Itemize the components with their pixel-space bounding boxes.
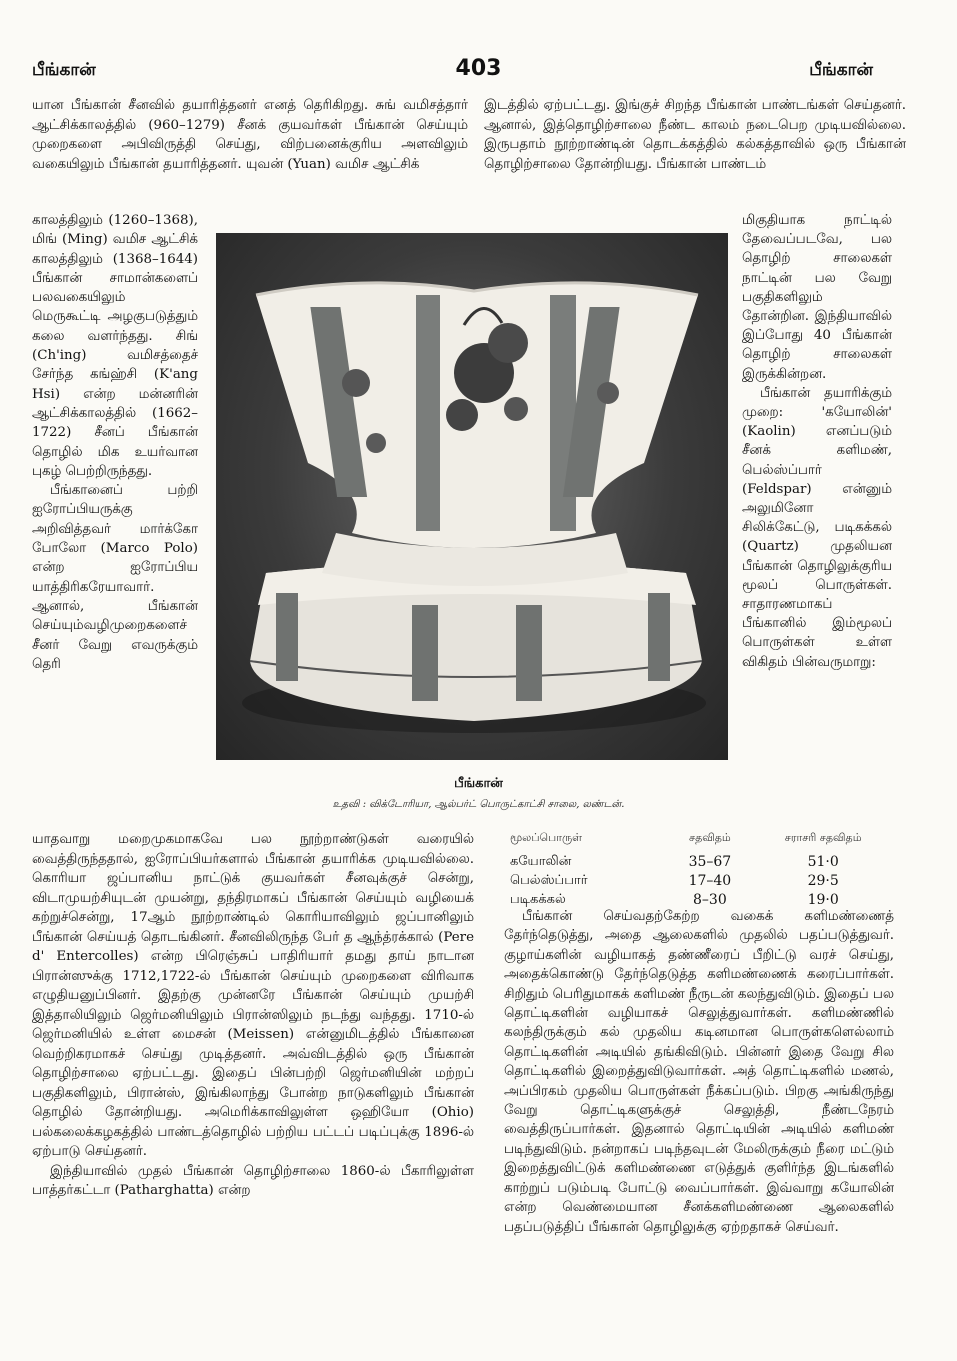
- running-header-left: பீங்கான்: [32, 60, 96, 80]
- figure-credit: உதவி : விக்டோரியா, ஆல்பர்ட் பொருட்காட்சி சாலை, லண்டன்.: [332, 799, 625, 810]
- table-cell: 19·0: [807, 891, 839, 908]
- page-number: 403: [455, 56, 502, 81]
- figure-caption: பீங்கான்: [454, 776, 503, 791]
- porcelain-vase-photo: [216, 233, 728, 760]
- table-cell: 29·5: [807, 872, 839, 889]
- table-cell: படிகக்கல்: [510, 891, 566, 907]
- column-header: சதவிதம்: [688, 831, 731, 844]
- composition-table: [496, 829, 896, 909]
- table-cell: 51·0: [807, 853, 839, 870]
- table-cell: 35–67: [688, 853, 732, 870]
- left-column-bottom: [32, 830, 474, 1201]
- running-header-right: பீங்கான்: [809, 60, 873, 80]
- paragraph-industry-india: மிகுதியாக நாட்டில் தேவைப்படவே, பல தொழிற் சாலைகள் நாட்டின் பல வேறு பகுதிகளிலும் தோன்றின. இந்தியாவில் இப்போது 40 பீங்கான் தொழிற் சாலைகள் இருக்கின்றன.: [742, 213, 892, 382]
- right-column-top-paragraph: [484, 96, 906, 174]
- paragraph-manufacturing-method: பீங்கான் தயாரிக்கும் முறை: 'கயோலின்' (Kaolin) எனப்படும் சீனக் களிமண், பெல்ஸ்ப்பார் (Feldspar) என்னும் அலுமினோ சிலிக்கேட்டு, படிகக்கல் (Quartz) முதலியன பீங்கான் தொழிலுக்குரிய மூலப் பொருள்கள். சாதாரணமாகப் பீங்கானில் இம்மூலப் பொருள்கள் உள்ள விகிதம் பின்வருமாறு:: [742, 385, 892, 670]
- table-row: [496, 852, 896, 871]
- paragraph-text: யான பீங்கான் சீனவில் தயாரித்தனர் எனத் தெரிகிறது. சுங் வமிசத்தார் ஆட்சிக்காலத்தில் (960–1279) சீனக் குயவர்கள் பீங்கான் செய்யும் முறைகளை அபிவிருத்தி செய்து, விற்பனைக்குரிய அளவிலும் வகையிலும் பீங்கான் தயாரித்தனர். யுவன் (Yuan) வமிச ஆட்சிக்: [32, 98, 468, 172]
- paragraph-spread-of-porcelain: யாதவாறு மறைமுகமாகவே பல நூற்றாண்டுகள் வரையில் வைத்திருந்ததால், ஐரோப்பியர்களால் பீங்கான் தயாரிக்க முடியவில்லை. கொரியா ஜப்பானிய நாட்டுக் குயவர்கள் சீனவுக்குச் சென்று, விடாமுயற்சியுடன் முயன்று, தந்திரமாகப் பீங்கான் செய்யும் வழியைக் கற்றுச்சென்று, 17ஆம் நூற்றாண்டில் கொரியாவிலும் ஜப்பானிலும் பீங்கான் செய்யத் தொடங்கினர். சீனவிலிருந்த பேர் த ஆந்த்ரக்கால் (Pere d' Entercolles) என்ற பிரெஞ்சுப் பாதிரியார் தமது தாய் நாடான பிரான்ஸுக்கு 1712,1722-ல் பீங்கான் செய்யும் முறைகளை விரிவாக எழுதியனுப்பினர். இதற்கு முன்னரே பீங்கான் செய்யும் முயற்சி இத்தாலியிலும் ஜெர்மனியிலும் பிரான்ஸிலும் நடந்து வந்தது. 1710-ல் ஜெர்மனியில் உள்ள மைசன் (Meissen) என்னுமிடத்தில் பீங்கானை வெற்றிகரமாகச் செய்து முடித்தனர். அவ்விடத்தில் ஒரு பீங்கான் தொழிற்சாலை ஏற்பட்டது. இதைப் பின்பற்றி ஜெர்மனியின் மற்றப் பகுதிகளிலும், பிரான்ஸ், இங்கிலாந்து போன்ற நாடுகளிலும் பீங்கான் தொழில் தோன்றியது. அமெரிக்காவிலுள்ள ஒஹியோ (Ohio) பல்கலைக்கழகத்தில் பாண்டத்தொழில் பற்றிய பட்டப் படிப்புக்கு 1896-ல் ஏற்பாடு செய்தனர்.: [32, 832, 474, 1159]
- paragraph-text: இடத்தில் ஏற்பட்டது. இங்குச் சிறந்த பீங்கான் பாண்டங்கள் செய்தனர். ஆனால், இத்தொழிற்சாலை நீண்ட காலம் நடைபெற முடியவில்லை. இருபதாம் நூற்றாண்டின் தொடக்கத்தில் கல்கத்தாவில் ஒரு பீங்கான் தொழிற்சாலை தோன்றியது. பீங்கான் பாண்டம்: [484, 98, 906, 172]
- left-column-top-paragraph: [32, 96, 468, 174]
- table-cell: 17–40: [688, 872, 732, 889]
- right-narrow-column: [742, 211, 892, 672]
- table-cell: கயோலின்: [510, 853, 572, 869]
- table-cell: 8–30: [693, 891, 727, 908]
- column-header: சராசரி சதவிதம்: [784, 831, 862, 844]
- table-cell: பெல்ஸ்ப்பார்: [510, 872, 588, 888]
- left-narrow-column: [32, 211, 198, 674]
- column-header: மூலப்பொருள்: [510, 831, 583, 844]
- table-row: [496, 871, 896, 890]
- right-column-bottom: [504, 907, 894, 1237]
- paragraph-history-china: காலத்திலும் (1260–1368), மிங் (Ming) வமிச ஆட்சிக் காலத்திலும் (1368–1644) பீங்கான் சாமான்களைப் பலவகையிலும் மெருகூட்டி அழகுபடுத்தும் கலை வளர்ந்தது. சிங் (Ch'ing) வமிசத்தைச் சேர்ந்த கங்ஹ்சி (K'ang Hsi) என்ற மன்னரின் ஆட்சிக்காலத்தில் (1662–1722) சீனப் பீங்கான் தொழில் மிக உயர்வான புகழ் பெற்றிருந்தது.: [32, 213, 198, 479]
- paragraph-first-factory-india: இந்தியாவில் முதல் பீங்கான் தொழிற்சாலை 1860-ல் பீகாரிலுள்ள பாத்தர்கட்டா (Patharghatta) என்ற: [32, 1163, 474, 1198]
- paragraph-marco-polo: பீங்கானைப் பற்றி ஐரோப்பியருக்கு அறிவித்தவர் மார்க்கோ போலோ (Marco Polo) என்ற ஐரோப்பிய யாத்திரிகரேயாவார். ஆனால், பீங்கான் செய்யும்வழிமுறைகளைச் சீனர் வேறு எவருக்கும் தெரி: [32, 483, 198, 672]
- paragraph-clay-processing: பீங்கான் செய்வதற்கேற்ற வகைக் களிமண்ணைத் தேர்ந்தெடுத்து, அதை ஆலைகளில் முதலில் பதப்படுத்துவர். குழாய்களின் வழியாகத் தண்ணீரைப் பீறிட்டு வரச் செய்து, அதைக்கொண்டு தேர்ந்தெடுத்த களிமண்ணைக் கரைப்பார்கள். சிறிதும் பெரிதுமாகக் களிமண் நீருடன் கலந்துவிடும். இதைப் பல தொட்டிகளின் வழியாகச் செலுத்துவார்கள். களிமண்ணில் கலந்திருக்கும் கல் முதலிய கடினமான பொருள்களெல்லாம் தொட்டிகளின் அடியில் தங்கிவிடும். பின்னர் இதை வேறு சில தொட்டிகளில் இறைத்துவிடுவார்கள். அத் தொட்டிகளில் மணல், அப்பிரகம் முதலிய பொருள்கள் நீக்கப்படும். பிறகு அங்கிருந்து வேறு தொட்டிகளுக்குச் செலுத்தி, நீண்டநேரம் வைத்திருப்பார்கள். இதனால் தொட்டியின் அடியில் களிமண் படிந்துவிடும். நன்றாகப் படிந்தவுடன் மேலிருக்கும் நீரை மட்டும் இறைத்துவிட்டுக் களிமண்ணை எடுத்துக் குளிர்ந்த இடங்களில் காற்றுப் படும்படி போட்டு வைப்பார்கள். இவ்வாறு கயோலின் என்ற வெண்மையான சீனக்களிமண்ணை ஆலைகளில் பதப்படுத்திப் பீங்கான் தொழிலுக்கு ஏற்றதாகச் செய்வர்.: [504, 909, 894, 1235]
- table-header-row: [496, 829, 896, 852]
